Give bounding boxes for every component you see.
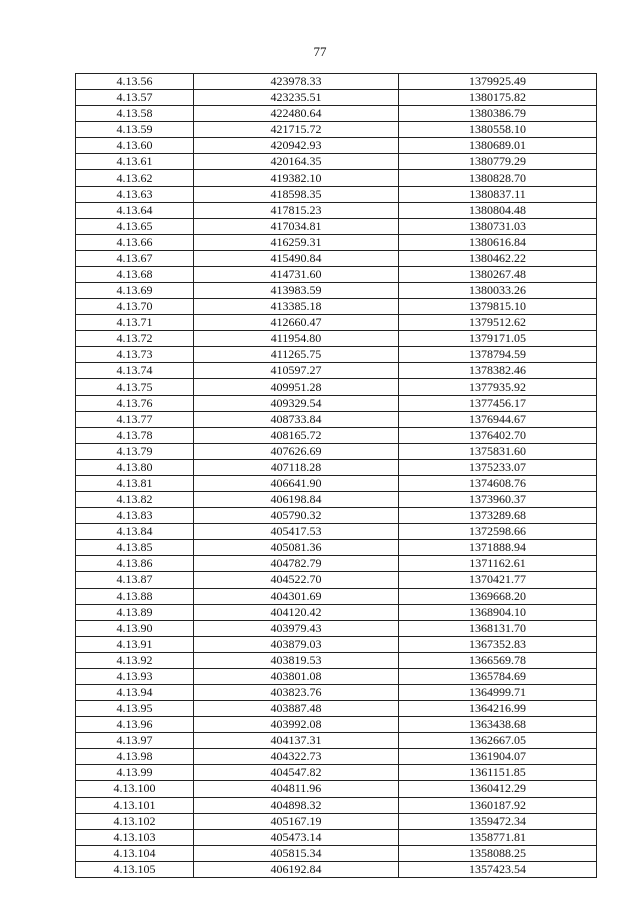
- table-row: [76, 363, 597, 379]
- x-coordinate-cell: 403801.08: [194, 668, 399, 684]
- point-id-cell: 4.13.101: [76, 797, 194, 813]
- x-coordinate-cell: 404120.42: [194, 604, 399, 620]
- x-coordinate-cell: 409329.54: [194, 395, 399, 411]
- table-row: [76, 492, 597, 508]
- y-coordinate-cell: 1358088.25: [399, 845, 597, 861]
- table-row: [76, 459, 597, 475]
- x-coordinate-cell: 410597.27: [194, 363, 399, 379]
- point-id-cell: 4.13.70: [76, 299, 194, 315]
- point-id-cell: 4.13.57: [76, 90, 194, 106]
- table-row: [76, 813, 597, 829]
- y-coordinate-cell: 1378382.46: [399, 363, 597, 379]
- x-coordinate-cell: 404811.96: [194, 781, 399, 797]
- table-row: [76, 202, 597, 218]
- point-id-cell: 4.13.103: [76, 829, 194, 845]
- x-coordinate-cell: 413983.59: [194, 283, 399, 299]
- y-coordinate-cell: 1379925.49: [399, 74, 597, 90]
- table-row: [76, 765, 597, 781]
- x-coordinate-cell: 405473.14: [194, 829, 399, 845]
- table-row: [76, 266, 597, 282]
- x-coordinate-cell: 421715.72: [194, 122, 399, 138]
- y-coordinate-cell: 1371162.61: [399, 556, 597, 572]
- point-id-cell: 4.13.100: [76, 781, 194, 797]
- y-coordinate-cell: 1375831.60: [399, 443, 597, 459]
- point-id-cell: 4.13.82: [76, 492, 194, 508]
- point-id-cell: 4.13.63: [76, 186, 194, 202]
- x-coordinate-cell: 418598.35: [194, 186, 399, 202]
- table-row: [76, 283, 597, 299]
- point-id-cell: 4.13.87: [76, 572, 194, 588]
- table-row: [76, 829, 597, 845]
- point-id-cell: 4.13.62: [76, 170, 194, 186]
- table-row: [76, 299, 597, 315]
- table-row: [76, 540, 597, 556]
- x-coordinate-cell: 408733.84: [194, 411, 399, 427]
- y-coordinate-cell: 1380462.22: [399, 250, 597, 266]
- x-coordinate-cell: 407118.28: [194, 459, 399, 475]
- y-coordinate-cell: 1364999.71: [399, 684, 597, 700]
- table-row: [76, 797, 597, 813]
- point-id-cell: 4.13.99: [76, 765, 194, 781]
- point-id-cell: 4.13.78: [76, 427, 194, 443]
- table-row: [76, 411, 597, 427]
- point-id-cell: 4.13.61: [76, 154, 194, 170]
- y-coordinate-cell: 1380616.84: [399, 234, 597, 250]
- point-id-cell: 4.13.85: [76, 540, 194, 556]
- y-coordinate-cell: 1366569.78: [399, 652, 597, 668]
- y-coordinate-cell: 1371888.94: [399, 540, 597, 556]
- y-coordinate-cell: 1377456.17: [399, 395, 597, 411]
- point-id-cell: 4.13.86: [76, 556, 194, 572]
- y-coordinate-cell: 1380267.48: [399, 266, 597, 282]
- point-id-cell: 4.13.76: [76, 395, 194, 411]
- y-coordinate-cell: 1358771.81: [399, 829, 597, 845]
- x-coordinate-cell: 422480.64: [194, 106, 399, 122]
- table-row: [76, 170, 597, 186]
- y-coordinate-cell: 1364216.99: [399, 701, 597, 717]
- x-coordinate-cell: 411265.75: [194, 347, 399, 363]
- y-coordinate-cell: 1380558.10: [399, 122, 597, 138]
- table-row: [76, 106, 597, 122]
- y-coordinate-cell: 1379171.05: [399, 331, 597, 347]
- y-coordinate-cell: 1376402.70: [399, 427, 597, 443]
- x-coordinate-cell: 405790.32: [194, 508, 399, 524]
- x-coordinate-cell: 403823.76: [194, 684, 399, 700]
- point-id-cell: 4.13.69: [76, 283, 194, 299]
- x-coordinate-cell: 405167.19: [194, 813, 399, 829]
- y-coordinate-cell: 1363438.68: [399, 717, 597, 733]
- point-id-cell: 4.13.75: [76, 379, 194, 395]
- table-row: [76, 508, 597, 524]
- x-coordinate-cell: 423235.51: [194, 90, 399, 106]
- point-id-cell: 4.13.71: [76, 315, 194, 331]
- y-coordinate-cell: 1365784.69: [399, 668, 597, 684]
- coordinates-table-body: [76, 74, 597, 878]
- point-id-cell: 4.13.66: [76, 234, 194, 250]
- table-row: [76, 668, 597, 684]
- coordinates-table: [75, 73, 597, 878]
- y-coordinate-cell: 1377935.92: [399, 379, 597, 395]
- point-id-cell: 4.13.68: [76, 266, 194, 282]
- page-number: 77: [313, 44, 327, 59]
- table-row: [76, 250, 597, 266]
- point-id-cell: 4.13.80: [76, 459, 194, 475]
- x-coordinate-cell: 404137.31: [194, 733, 399, 749]
- x-coordinate-cell: 412660.47: [194, 315, 399, 331]
- y-coordinate-cell: 1380689.01: [399, 138, 597, 154]
- table-row: [76, 652, 597, 668]
- x-coordinate-cell: 407626.69: [194, 443, 399, 459]
- table-row: [76, 733, 597, 749]
- y-coordinate-cell: 1368131.70: [399, 620, 597, 636]
- x-coordinate-cell: 420164.35: [194, 154, 399, 170]
- x-coordinate-cell: 414731.60: [194, 266, 399, 282]
- table-row: [76, 218, 597, 234]
- point-id-cell: 4.13.79: [76, 443, 194, 459]
- table-row: [76, 122, 597, 138]
- x-coordinate-cell: 404522.70: [194, 572, 399, 588]
- y-coordinate-cell: 1380779.29: [399, 154, 597, 170]
- point-id-cell: 4.13.96: [76, 717, 194, 733]
- table-row: [76, 749, 597, 765]
- point-id-cell: 4.13.64: [76, 202, 194, 218]
- table-row: [76, 379, 597, 395]
- x-coordinate-cell: 404301.69: [194, 588, 399, 604]
- y-coordinate-cell: 1380837.11: [399, 186, 597, 202]
- table-row: [76, 74, 597, 90]
- x-coordinate-cell: 411954.80: [194, 331, 399, 347]
- y-coordinate-cell: 1372598.66: [399, 524, 597, 540]
- point-id-cell: 4.13.56: [76, 74, 194, 90]
- point-id-cell: 4.13.81: [76, 475, 194, 491]
- point-id-cell: 4.13.104: [76, 845, 194, 861]
- point-id-cell: 4.13.91: [76, 636, 194, 652]
- x-coordinate-cell: 404782.79: [194, 556, 399, 572]
- point-id-cell: 4.13.98: [76, 749, 194, 765]
- point-id-cell: 4.13.90: [76, 620, 194, 636]
- y-coordinate-cell: 1357423.54: [399, 861, 597, 877]
- x-coordinate-cell: 417034.81: [194, 218, 399, 234]
- x-coordinate-cell: 403992.08: [194, 717, 399, 733]
- x-coordinate-cell: 403887.48: [194, 701, 399, 717]
- y-coordinate-cell: 1359472.34: [399, 813, 597, 829]
- x-coordinate-cell: 409951.28: [194, 379, 399, 395]
- y-coordinate-cell: 1369668.20: [399, 588, 597, 604]
- table-row: [76, 443, 597, 459]
- x-coordinate-cell: 416259.31: [194, 234, 399, 250]
- y-coordinate-cell: 1380033.26: [399, 283, 597, 299]
- y-coordinate-cell: 1362667.05: [399, 733, 597, 749]
- y-coordinate-cell: 1361904.07: [399, 749, 597, 765]
- point-id-cell: 4.13.94: [76, 684, 194, 700]
- table-row: [76, 315, 597, 331]
- table-row: [76, 636, 597, 652]
- x-coordinate-cell: 403879.03: [194, 636, 399, 652]
- y-coordinate-cell: 1380386.79: [399, 106, 597, 122]
- y-coordinate-cell: 1379512.62: [399, 315, 597, 331]
- point-id-cell: 4.13.89: [76, 604, 194, 620]
- point-id-cell: 4.13.84: [76, 524, 194, 540]
- y-coordinate-cell: 1379815.10: [399, 299, 597, 315]
- table-row: [76, 347, 597, 363]
- y-coordinate-cell: 1361151.85: [399, 765, 597, 781]
- y-coordinate-cell: 1374608.76: [399, 475, 597, 491]
- table-row: [76, 331, 597, 347]
- y-coordinate-cell: 1368904.10: [399, 604, 597, 620]
- point-id-cell: 4.13.72: [76, 331, 194, 347]
- point-id-cell: 4.13.92: [76, 652, 194, 668]
- y-coordinate-cell: 1360187.92: [399, 797, 597, 813]
- x-coordinate-cell: 405417.53: [194, 524, 399, 540]
- point-id-cell: 4.13.102: [76, 813, 194, 829]
- table-row: [76, 234, 597, 250]
- x-coordinate-cell: 417815.23: [194, 202, 399, 218]
- point-id-cell: 4.13.93: [76, 668, 194, 684]
- table-row: [76, 717, 597, 733]
- x-coordinate-cell: 403979.43: [194, 620, 399, 636]
- table-row: [76, 781, 597, 797]
- x-coordinate-cell: 419382.10: [194, 170, 399, 186]
- x-coordinate-cell: 406641.90: [194, 475, 399, 491]
- x-coordinate-cell: 408165.72: [194, 427, 399, 443]
- point-id-cell: 4.13.105: [76, 861, 194, 877]
- point-id-cell: 4.13.58: [76, 106, 194, 122]
- x-coordinate-cell: 413385.18: [194, 299, 399, 315]
- x-coordinate-cell: 404547.82: [194, 765, 399, 781]
- y-coordinate-cell: 1360412.29: [399, 781, 597, 797]
- table-row: [76, 395, 597, 411]
- point-id-cell: 4.13.95: [76, 701, 194, 717]
- point-id-cell: 4.13.74: [76, 363, 194, 379]
- y-coordinate-cell: 1380175.82: [399, 90, 597, 106]
- y-coordinate-cell: 1378794.59: [399, 347, 597, 363]
- point-id-cell: 4.13.67: [76, 250, 194, 266]
- table-row: [76, 684, 597, 700]
- x-coordinate-cell: 406198.84: [194, 492, 399, 508]
- table-row: [76, 524, 597, 540]
- table-row: [76, 845, 597, 861]
- y-coordinate-cell: 1376944.67: [399, 411, 597, 427]
- x-coordinate-cell: 405815.34: [194, 845, 399, 861]
- table-row: [76, 572, 597, 588]
- x-coordinate-cell: 403819.53: [194, 652, 399, 668]
- x-coordinate-cell: 423978.33: [194, 74, 399, 90]
- point-id-cell: 4.13.77: [76, 411, 194, 427]
- point-id-cell: 4.13.59: [76, 122, 194, 138]
- table-row: [76, 427, 597, 443]
- x-coordinate-cell: 405081.36: [194, 540, 399, 556]
- table-row: [76, 475, 597, 491]
- x-coordinate-cell: 406192.84: [194, 861, 399, 877]
- table-row: [76, 604, 597, 620]
- y-coordinate-cell: 1380828.70: [399, 170, 597, 186]
- x-coordinate-cell: 404322.73: [194, 749, 399, 765]
- table-row: [76, 138, 597, 154]
- y-coordinate-cell: 1367352.83: [399, 636, 597, 652]
- x-coordinate-cell: 404898.32: [194, 797, 399, 813]
- point-id-cell: 4.13.73: [76, 347, 194, 363]
- table-row: [76, 588, 597, 604]
- point-id-cell: 4.13.97: [76, 733, 194, 749]
- y-coordinate-cell: 1370421.77: [399, 572, 597, 588]
- point-id-cell: 4.13.60: [76, 138, 194, 154]
- table-row: [76, 620, 597, 636]
- y-coordinate-cell: 1373960.37: [399, 492, 597, 508]
- table-row: [76, 556, 597, 572]
- y-coordinate-cell: 1380804.48: [399, 202, 597, 218]
- y-coordinate-cell: 1380731.03: [399, 218, 597, 234]
- table-row: [76, 186, 597, 202]
- point-id-cell: 4.13.83: [76, 508, 194, 524]
- x-coordinate-cell: 415490.84: [194, 250, 399, 266]
- table-row: [76, 154, 597, 170]
- table-row: [76, 701, 597, 717]
- y-coordinate-cell: 1373289.68: [399, 508, 597, 524]
- point-id-cell: 4.13.88: [76, 588, 194, 604]
- table-row: [76, 861, 597, 877]
- table-row: [76, 90, 597, 106]
- x-coordinate-cell: 420942.93: [194, 138, 399, 154]
- point-id-cell: 4.13.65: [76, 218, 194, 234]
- y-coordinate-cell: 1375233.07: [399, 459, 597, 475]
